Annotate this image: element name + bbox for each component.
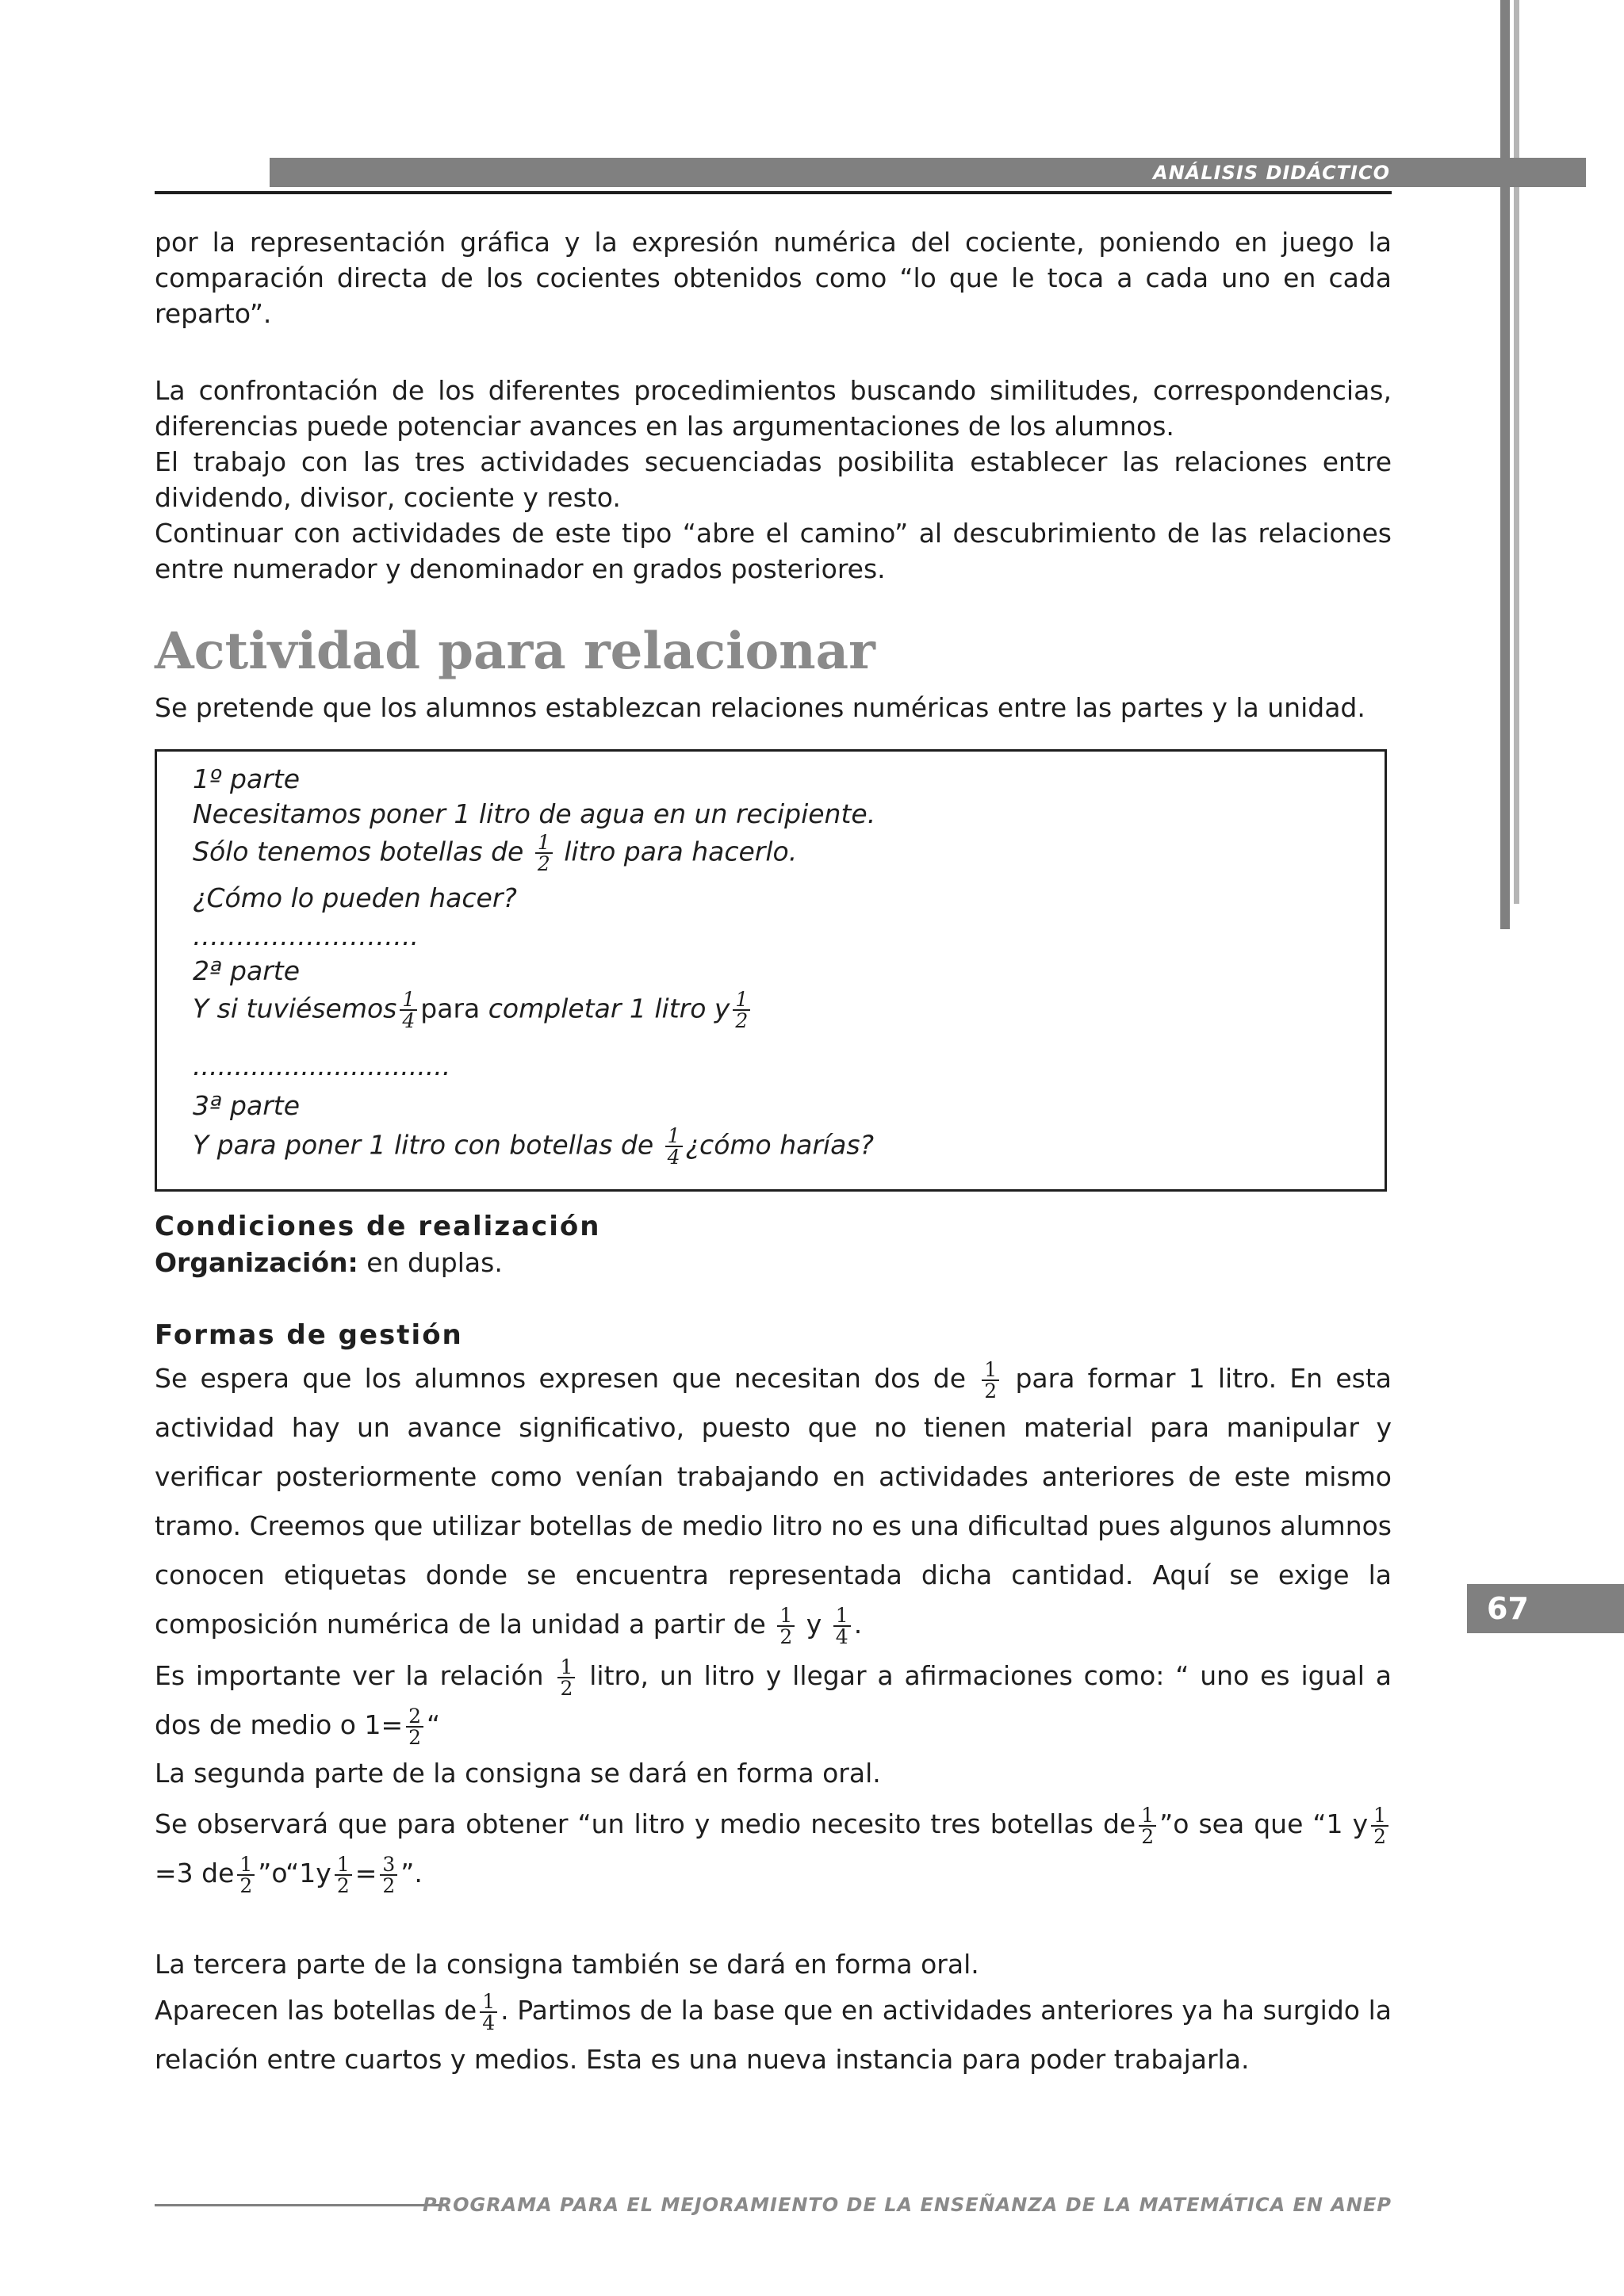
decorative-vertical-bar-light [1514,0,1519,904]
fraction-one-half: $\frac{1}{2}$ [982,1360,999,1401]
part2-line-c: completar 1 litro y [488,993,730,1024]
fraction-one-half: $\frac{1}{2}$ [335,1854,352,1896]
part1-line2-a: Sólo tenemos botellas de [193,836,524,867]
header-rule [155,191,1392,194]
intro-paragraph-3: El trabajo con las tres actividades secuenciadas posibilita establecer las relaciones entre dividendo, divisor, cociente y resto. [155,446,1392,513]
fraction-two-halves: $\frac{2}{2}$ [406,1706,423,1747]
part2-line-b: para [420,993,481,1024]
fraction-one-half: $\frac{1}{2}$ [557,1657,575,1698]
management-paragraph-1 [155,1354,1392,1649]
management-p4-c: =3 de [155,1858,235,1888]
intro-paragraph-2: La confrontación de los diferentes procedimientos buscando similitudes, correspondencias, diferencias puede potenciar avances en las argumentaciones de los alumnos. [155,375,1392,442]
decorative-vertical-bar [1500,0,1510,929]
fraction-one-half: $\frac{1}{2}$ [237,1854,255,1896]
management-p2-b: litro, un litro y llegar a afirmaciones como: “ uno es igual a dos de medio o 1= [155,1660,1392,1740]
fraction-one-half: $\frac{1}{2}$ [1139,1805,1156,1846]
management-p1-a: Se espera que los alumnos expresen que necesitan dos de [155,1363,967,1394]
management-p4-e: = [354,1858,377,1888]
part1-line3: ¿Cómo lo pueden hacer? [193,882,517,913]
management-paragraph-3: La segunda parte de la consigna se dará en forma oral. [155,1758,881,1789]
organization-label: Organización: [155,1247,358,1278]
part1-title: 1º parte [193,763,301,794]
management-p4-f: ”. [400,1858,423,1888]
part3-line [193,1126,874,1167]
conditions-heading: Condiciones de realización [155,1211,601,1242]
fraction-one-half: $\frac{1}{2}$ [777,1605,795,1647]
footer-rule [155,2204,446,2206]
fraction-one-half: $\frac{1}{2}$ [1371,1805,1388,1846]
management-heading: Formas de gestión [155,1319,463,1351]
management-paragraph-5: La tercera parte de la consigna también se dará en forma oral. [155,1949,979,1980]
management-p4-a: Se observará que para obtener “un litro y medio necesito tres botellas de [155,1808,1136,1839]
part1-line2-b: litro para hacerlo. [564,836,798,867]
fraction-one-quarter: $\frac{1}{4}$ [665,1126,683,1167]
management-paragraph-2 [155,1651,1392,1750]
fraction-one-half: $\frac{1}{2}$ [733,989,750,1031]
management-p2-c: “ [427,1709,441,1740]
dots-separator-1: …………………….. [193,920,419,951]
part3-line-a: Y para poner 1 litro con botellas de [193,1129,654,1161]
management-p1-y: y [806,1609,822,1640]
fraction-one-quarter: $\frac{1}{4}$ [400,989,417,1031]
fraction-one-quarter: $\frac{1}{4}$ [833,1605,851,1647]
part2-line [193,989,753,1031]
part1-line1: Necesitamos poner 1 litro de agua en un recipiente. [193,798,876,829]
management-p6-b: . Partimos de la base que en actividades anteriores ya ha surgido la relación entre cuartos y medios. Esta es una nueva instancia para poder trabajarla. [155,1995,1392,2075]
management-p1-b: para formar 1 litro. En esta actividad hay un avance significativo, puesto que no tienen material para manipular y verificar posteriormente como venían trabajando en actividades anteriores de este mismo tramo. Creemos que utilizar botellas de medio litro no es una dificultad pues algunos alumnos conocen etiquetas donde se encuentra representada dicha cantidad. Aquí se exige la composición numérica de la unidad a partir de [155,1363,1392,1640]
part2-line-a: Y si tuviésemos [193,993,397,1024]
part2-title: 2ª parte [193,955,301,986]
management-p4-d: ”o“1y [258,1858,331,1888]
management-p6-a: Aparecen las botellas de [155,1995,477,2026]
organization-line [155,1245,1392,1280]
fraction-one-quarter: $\frac{1}{4}$ [480,1992,497,2033]
section-subtitle: Se pretende que los alumnos establezcan relaciones numéricas entre las partes y la unidad. [155,692,1365,723]
part3-line-b: ¿cómo harías? [685,1129,875,1161]
intro-paragraph-1: por la representación gráfica y la expresión numérica del cociente, poniendo en juego la comparación directa de los cocientes obtenidos como “lo que le toca a cada uno en cada reparto”. [155,227,1392,329]
fraction-three-halves: $\frac{3}{2}$ [380,1854,397,1896]
page-number: 67 [1467,1584,1624,1633]
part3-title: 3ª parte [193,1090,301,1121]
management-paragraph-4 [155,1800,1392,1898]
management-p4-b: ”o sea que “1 y [1159,1808,1369,1839]
dots-separator-2: ............................... [193,1050,451,1081]
section-title: Actividad para relacionar [155,622,875,681]
part1-line2 [193,832,797,874]
management-p1-end: . [853,1609,863,1640]
running-header: ANÁLISIS DIDÁCTICO [1153,162,1390,184]
organization-value: en duplas. [366,1247,503,1278]
footer-program-title: PROGRAMA PARA EL MEJORAMIENTO DE LA ENSEÑANZA DE LA MATEMÁTICA EN ANEP [423,2194,1392,2216]
management-p2-a: Es importante ver la relación [155,1660,544,1691]
fraction-one-half: $\frac{1}{2}$ [535,832,553,874]
intro-paragraph-4: Continuar con actividades de este tipo “abre el camino” al descubrimiento de las relaciones entre numerador y denominador en grados posteriores. [155,518,1392,584]
management-paragraph-6 [155,1986,1392,2084]
